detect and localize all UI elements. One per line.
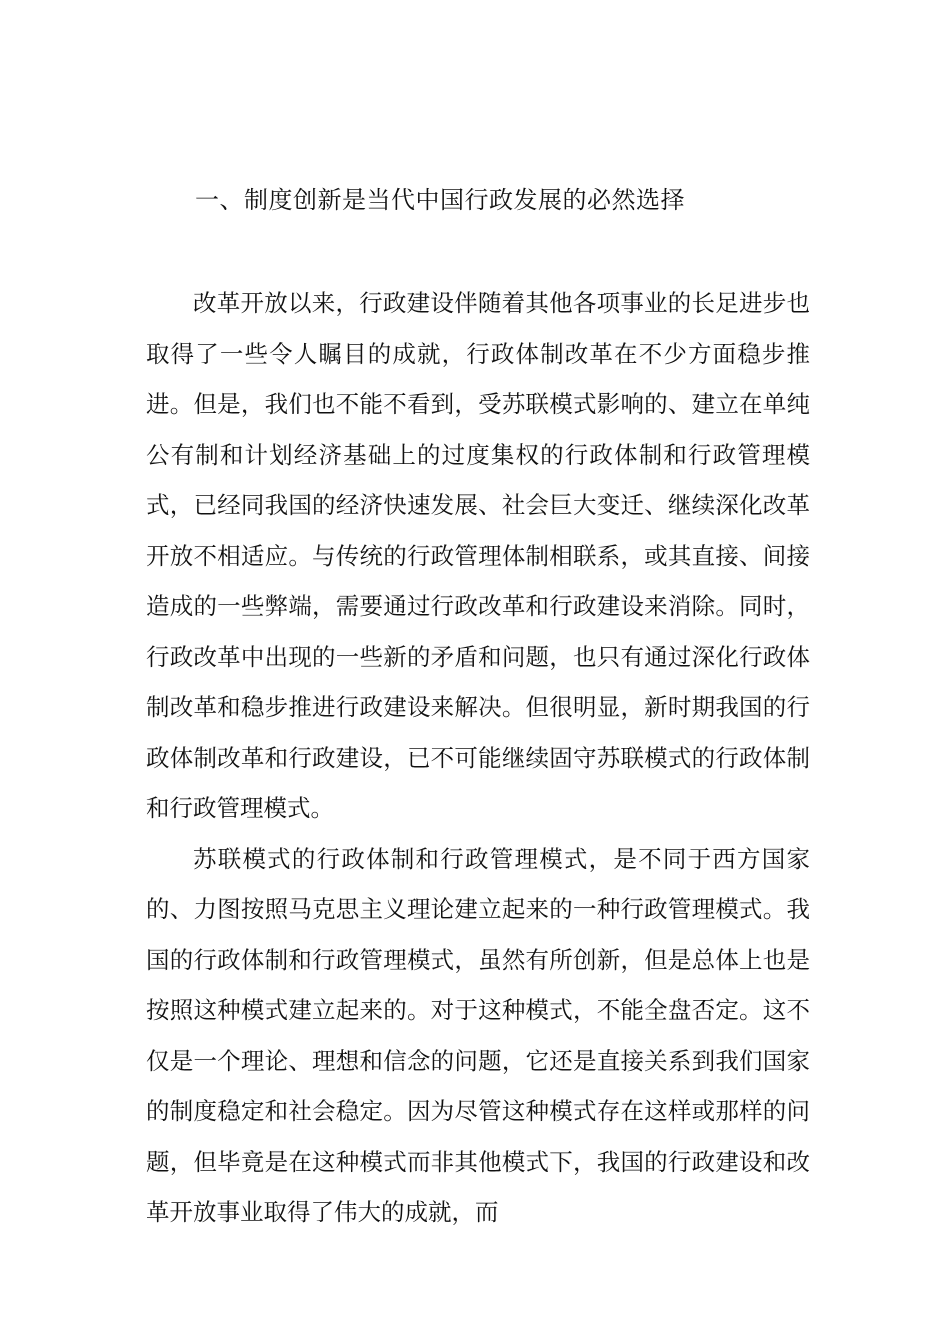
- paragraph-1: 改革开放以来，行政建设伴随着其他各项事业的长足进步也取得了一些令人瞩目的成就，行政体制改革在不少方面稳步推进。但是，我们也不能不看到，受苏联模式影响的、建立在单纯公有制和计划经济基础上的过度集权的行政体制和行政管理模式，已经同我国的经济快速发展、社会巨大变迁、继续深化改革开放不相适应。与传统的行政管理体制相联系，或其直接、间接造成的一些弊端，需要通过行政改革和行政建设来消除。同时，行政改革中出现的一些新的矛盾和问题，也只有通过深化行政体制改革和稳步推进行政建设来解决。但很明显，新时期我国的行政体制改革和行政建设，已不可能继续固守苏联模式的行政体制和行政管理模式。: [146, 289, 810, 822]
- section-heading: 一、制度创新是当代中国行政发展的必然选择: [195, 186, 685, 214]
- paragraph-2: 苏联模式的行政体制和行政管理模式，是不同于西方国家的、力图按照马克思主义理论建立起来的一种行政管理模式。我国的行政体制和行政管理模式，虽然有所创新，但是总体上也是按照这种模式建立起来的。对于这种模式，不能全盘否定。这不仅是一个理论、理想和信念的问题，它还是直接关系到我们国家的制度稳定和社会稳定。因为尽管这种模式存在这样或那样的问题，但毕竟是在这种模式而非其他模式下，我国的行政建设和改革开放事业取得了伟大的成就，而: [146, 844, 810, 1226]
- body-text: [146, 278, 810, 1238]
